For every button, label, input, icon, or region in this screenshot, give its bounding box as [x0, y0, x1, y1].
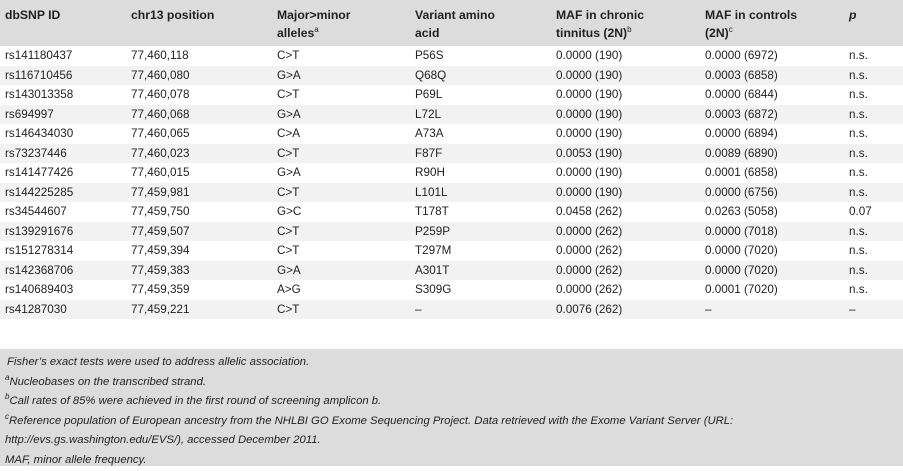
position-cell: 77,460,023: [131, 146, 190, 160]
dbsnp-id-cell: rs146434030: [5, 127, 74, 141]
table-row: [0, 105, 903, 125]
position-cell: 77,459,383: [131, 263, 190, 277]
maf-controls-cell: 0.0263 (5058): [705, 205, 778, 219]
maf-tinnitus-cell: 0.0000 (262): [556, 283, 623, 297]
footnote-c: [5, 412, 898, 432]
table-footnotes: [0, 349, 903, 466]
alleles-cell: C>T: [277, 185, 300, 199]
table-row: [0, 300, 903, 320]
maf-tinnitus-cell: 0.0000 (190): [556, 49, 623, 63]
p-value-cell: n.s.: [849, 263, 868, 277]
footnote-a: [5, 373, 898, 393]
alleles-cell: C>T: [277, 88, 300, 102]
position-cell: 77,459,750: [131, 205, 190, 219]
alleles-cell: G>A: [277, 107, 301, 121]
position-cell: 77,460,078: [131, 88, 190, 102]
maf-tinnitus-cell: 0.0000 (190): [556, 185, 623, 199]
position-cell: 77,459,394: [131, 244, 190, 258]
header-variant-line1: Variant amino: [415, 8, 495, 22]
position-cell: 77,459,221: [131, 302, 190, 316]
p-value-cell: n.s.: [849, 244, 868, 258]
amino-acid-cell: A301T: [415, 263, 450, 277]
dbsnp-id-cell: rs41287030: [5, 302, 67, 316]
position-cell: 77,460,080: [131, 68, 190, 82]
maf-tinnitus-cell: 0.0000 (190): [556, 88, 623, 102]
maf-controls-cell: 0.0000 (7018): [705, 224, 778, 238]
amino-acid-cell: F87F: [415, 146, 443, 160]
maf-controls-cell: 0.0000 (6894): [705, 127, 778, 141]
dbsnp-id-cell: rs694997: [5, 107, 54, 121]
maf-tinnitus-cell: 0.0000 (262): [556, 263, 623, 277]
table-row: [0, 163, 903, 183]
dbsnp-id-cell: rs144225285: [5, 185, 74, 199]
footnote-c-mark: c: [5, 412, 9, 422]
amino-acid-cell: S309G: [415, 283, 452, 297]
maf-tinnitus-cell: 0.0000 (262): [556, 244, 623, 258]
header-variant-line2: acid: [415, 26, 440, 40]
maf-tinnitus-cell: 0.0053 (190): [556, 146, 623, 160]
header-maf-controls-footnote-mark: c: [728, 24, 733, 34]
dbsnp-id-cell: rs141477426: [5, 166, 74, 180]
alleles-cell: G>C: [277, 205, 302, 219]
maf-tinnitus-cell: 0.0076 (262): [556, 302, 623, 316]
alleles-cell: G>A: [277, 68, 301, 82]
position-cell: 77,460,015: [131, 166, 190, 180]
position-cell: 77,459,507: [131, 224, 190, 238]
header-alleles-line2: alleles: [277, 26, 315, 40]
header-variant-amino-acid: [415, 0, 556, 46]
alleles-cell: C>A: [277, 127, 301, 141]
table-row: [0, 183, 903, 203]
amino-acid-cell: Q68Q: [415, 68, 447, 82]
header-alleles-line1: Major>minor: [277, 8, 351, 22]
alleles-cell: C>T: [277, 224, 300, 238]
alleles-cell: C>T: [277, 302, 300, 316]
table-row: [0, 222, 903, 242]
amino-acid-cell: –: [415, 302, 422, 316]
header-maf-tinnitus: [556, 0, 705, 46]
footnote-b-mark: b: [5, 392, 10, 402]
amino-acid-cell: P69L: [415, 88, 443, 102]
amino-acid-cell: R90H: [415, 166, 445, 180]
table-row: [0, 66, 903, 86]
dbsnp-id-cell: rs73237446: [5, 146, 67, 160]
maf-tinnitus-cell: 0.0000 (190): [556, 127, 623, 141]
dbsnp-id-cell: rs139291676: [5, 224, 74, 238]
header-maf-controls-line2-wrap: [705, 24, 849, 42]
amino-acid-cell: T297M: [415, 244, 452, 258]
p-value-cell: n.s.: [849, 68, 868, 82]
table-row: [0, 241, 903, 261]
footnote-a-text: Nucleobases on the transcribed strand.: [9, 375, 207, 388]
amino-acid-cell: P259P: [415, 224, 451, 238]
maf-controls-cell: 0.0089 (6890): [705, 146, 778, 160]
maf-controls-cell: 0.0001 (6858): [705, 166, 778, 180]
p-value-cell: n.s.: [849, 127, 868, 141]
footnote-c-text-line1: Reference population of European ancestry from the NHLBI GO Exome Sequencing Project. Data retrieved with the Exome Variant Server (URL:: [9, 414, 734, 427]
footnote-abbreviation: MAF, minor allele frequency.: [5, 453, 147, 466]
maf-tinnitus-cell: 0.0000 (190): [556, 107, 623, 121]
dbsnp-id-cell: rs141180437: [5, 49, 73, 63]
amino-acid-cell: T178T: [415, 205, 449, 219]
footnote-b-text: Call rates of 85% were achieved in the first round of screening amplicon b.: [9, 395, 382, 408]
amino-acid-cell: L72L: [415, 107, 442, 121]
p-value-cell: n.s.: [849, 166, 868, 180]
alleles-cell: C>T: [277, 146, 300, 160]
amino-acid-cell: A73A: [415, 127, 444, 141]
table-row: [0, 124, 903, 144]
position-cell: 77,459,359: [131, 283, 190, 297]
maf-controls-cell: 0.0000 (6756): [705, 185, 778, 199]
maf-controls-cell: 0.0003 (6872): [705, 107, 778, 121]
footnote-intro: Fisher’s exact tests were used to address allelic association.: [7, 356, 310, 368]
maf-tinnitus-cell: 0.0000 (262): [556, 224, 623, 238]
header-maf-tinnitus-line2-wrap: [556, 24, 705, 42]
p-value-cell: n.s.: [849, 49, 868, 63]
dbsnp-id-cell: rs151278314: [5, 244, 74, 258]
alleles-cell: C>T: [277, 49, 300, 63]
maf-controls-cell: 0.0000 (7020): [705, 244, 778, 258]
alleles-cell: A>G: [277, 283, 301, 297]
maf-tinnitus-cell: 0.0458 (262): [556, 205, 623, 219]
header-chr13-position: chr13 position: [131, 8, 215, 22]
table-row: [0, 202, 903, 222]
alleles-cell: C>T: [277, 244, 300, 258]
table-row: [0, 144, 903, 164]
p-value-cell: n.s.: [849, 283, 868, 297]
alleles-cell: G>A: [277, 263, 301, 277]
maf-controls-cell: 0.0000 (7020): [705, 263, 778, 277]
footnote-a-mark: a: [5, 372, 10, 382]
table-row: [0, 280, 903, 300]
footnote-b: [5, 392, 898, 412]
header-maf-tinnitus-line1: MAF in chronic: [556, 8, 645, 22]
table-row: [0, 46, 903, 66]
table-header: [0, 0, 903, 46]
header-maf-controls: [705, 0, 849, 46]
position-cell: 77,460,118: [131, 49, 189, 63]
maf-controls-cell: –: [705, 302, 712, 316]
alleles-cell: G>A: [277, 166, 301, 180]
header-alleles: [277, 0, 415, 46]
header-maf-tinnitus-footnote-mark: b: [627, 24, 632, 34]
p-value-cell: 0.07: [849, 205, 872, 219]
table-row: [0, 85, 903, 105]
p-value-cell: n.s.: [849, 88, 868, 102]
header-maf-controls-line1: MAF in controls: [705, 8, 798, 22]
position-cell: 77,460,065: [131, 127, 190, 141]
header-dbsnp-id: dbSNP ID: [5, 8, 61, 22]
header-alleles-footnote-mark: a: [314, 24, 319, 34]
p-value-cell: n.s.: [849, 146, 868, 160]
maf-controls-cell: 0.0000 (6844): [705, 88, 778, 102]
dbsnp-id-cell: rs116710456: [5, 68, 73, 82]
amino-acid-cell: P56S: [415, 49, 444, 63]
header-alleles-line2-wrap: [277, 24, 415, 42]
maf-controls-cell: 0.0003 (6858): [705, 68, 778, 82]
header-maf-tinnitus-line2: tinnitus (2N): [556, 26, 628, 40]
table-body: [0, 46, 903, 319]
p-value-cell: –: [849, 302, 856, 316]
amino-acid-cell: L101L: [415, 185, 448, 199]
dbsnp-id-cell: rs142368706: [5, 263, 74, 277]
footnote-c-continued: http://evs.gs.washington.edu/EVS/), accessed December 2011.: [5, 434, 321, 447]
maf-controls-cell: 0.0000 (6972): [705, 49, 778, 63]
header-p-value: p: [849, 8, 857, 22]
header-row: [0, 0, 903, 46]
p-value-cell: n.s.: [849, 107, 868, 121]
maf-controls-cell: 0.0001 (7020): [705, 283, 778, 297]
maf-tinnitus-cell: 0.0000 (190): [556, 166, 623, 180]
dbsnp-id-cell: rs143013358: [5, 88, 74, 102]
table-row: [0, 261, 903, 281]
dbsnp-id-cell: rs140689403: [5, 283, 74, 297]
maf-tinnitus-cell: 0.0000 (190): [556, 68, 623, 82]
position-cell: 77,459,981: [131, 185, 190, 199]
p-value-cell: n.s.: [849, 224, 868, 238]
dbsnp-id-cell: rs34544607: [5, 205, 67, 219]
header-maf-controls-line2: (2N): [705, 26, 729, 40]
p-value-cell: n.s.: [849, 185, 868, 199]
position-cell: 77,460,068: [131, 107, 190, 121]
